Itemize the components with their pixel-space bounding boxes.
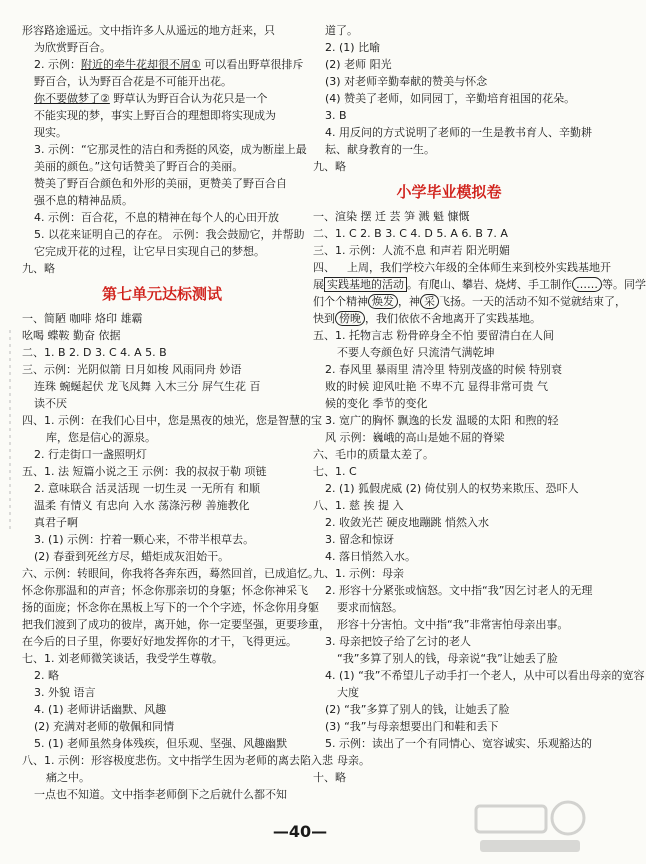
answer-line: 2. 略 xyxy=(34,669,59,682)
answer-line: 母亲。 xyxy=(337,754,370,767)
answer-line: 二、1. C 2. B 3. C 4. D 5. A 6. B 7. A xyxy=(313,227,508,240)
answer-line: 痛之中。 xyxy=(46,771,90,784)
answer-line: 风 示例：巍峨的高山是她不屈的脊梁 xyxy=(325,431,505,444)
answer-line: (2) 充满对老师的敬佩和同情 xyxy=(34,720,175,733)
answer-line: 十、略 xyxy=(313,771,346,784)
answer-line: 不能实现的梦，事实上野百合的理想即将实现成为 xyxy=(34,109,276,122)
answer-line: 败的时候 迎风吐艳 不卑不亢 显得非常可贵 气 xyxy=(325,380,548,393)
answer-line: 现实。 xyxy=(34,126,67,139)
answer-line: 一、简陋 咖啡 烙印 雄霸 xyxy=(22,312,143,325)
answer-line: 你不要做梦了② 野草认为野百合认为花只是一个 xyxy=(34,92,268,105)
answer-line: 三、示例：光阴似箭 日月如梭 风雨同舟 妙语 xyxy=(22,363,242,376)
answer-line: (2) 老师 阳光 xyxy=(325,58,392,71)
answer-line: 赞美了野百合颜色和外形的美丽，更赞美了野百合自 xyxy=(34,177,287,190)
watermark-logo xyxy=(470,798,590,856)
answer-line: 候的变化 季节的变化 xyxy=(325,397,428,410)
answer-line: 3. 示例：“它那灵性的洁白和秀挺的风姿，成为断崖上最 xyxy=(34,143,307,156)
answer-line: 野百合，认为野百合花是不可能开出花。 xyxy=(34,75,232,88)
answer-line: 九、略 xyxy=(22,262,55,275)
answer-line: 快到 傍晚 ，我们依依不舍地离开了实践基地。 xyxy=(313,312,541,325)
answer-line: 3. 外貌 语言 xyxy=(34,686,96,699)
answer-line: 库，您是信心的源泉。 xyxy=(46,431,156,444)
answer-line: 五、1. 托物言志 粉骨碎身全不怕 要留清白在人间 xyxy=(313,329,554,342)
answer-line: 2. (1) 狐假虎威 (2) 倚仗别人的权势来欺压、恐吓人 xyxy=(325,482,579,495)
answer-line: (4) 赞美了老师，如同园丁，辛勤培育祖国的花朵。 xyxy=(325,92,576,105)
answer-line: 温柔 有情义 有忠向 入水 荡涤污秽 善施教化 xyxy=(34,499,250,512)
answer-line: 四、 上周，我们学校六年级的全体师生来到校外实践基地开 xyxy=(313,261,611,274)
answer-line: 2. 收敛光芒 硬皮地蹦跳 悄然入水 xyxy=(325,516,489,529)
answer-line: “我”多算了别人的钱，母亲说“我”让她丢了脸 xyxy=(337,652,558,665)
answer-line: 2. (1) 比喻 xyxy=(325,41,381,54)
answer-line: (3) “我”与母亲想要出门和鞋和丢下 xyxy=(325,720,499,733)
answer-line: 形容路途遥远。文中指许多人从遥远的地方赶来，只 xyxy=(22,24,275,37)
answer-line: 六、毛巾的质量太差了。 xyxy=(313,448,434,461)
answer-line: 大度 xyxy=(337,686,359,699)
answer-line: 5. (1) 老师虽然身体残疾，但乐观、坚强、风趣幽默 xyxy=(34,737,288,750)
answer-line: 3. 宽广的胸怀 飘逸的长发 温暖的太阳 和煦的轻 xyxy=(325,414,559,427)
answer-line: 4. (1) 老师讲话幽默、风趣 xyxy=(34,703,167,716)
answer-line: 真君子啊 xyxy=(34,516,78,529)
answer-line: 2. 形容十分紧张或恼怒。文中指“我”因乞讨老人的无理 xyxy=(325,584,593,597)
answer-line: 七、1. 刘老师微笑谈话，我受学生尊敬。 xyxy=(22,652,223,665)
answer-line: 连珠 蜿蜒起伏 龙飞凤舞 入木三分 屏气生花 百 xyxy=(34,380,261,393)
answer-line: 把我们渡到了成功的彼岸，离开她，你一定要坚强，更要珍重， xyxy=(22,618,330,631)
answer-line: 九、1. 示例：母亲 xyxy=(313,567,404,580)
answer-line: 九、略 xyxy=(313,160,346,173)
answer-line: 美丽的颜色。”这句话赞美了野百合的美丽。 xyxy=(34,160,244,173)
answer-line: 2. 意味联合 活灵活现 一切生灵 一无所有 和顺 xyxy=(34,482,260,495)
answer-line: 3. (1) 示例：拧着一颗心来，不带半根草去。 xyxy=(34,533,255,546)
answer-line: (2) “我”多算了别人的钱，让她丢了脸 xyxy=(325,703,510,716)
answer-line: 读不厌 xyxy=(34,397,67,410)
answer-line: 吆喝 蝶鞍 勤奋 依据 xyxy=(22,329,121,342)
answer-line: 5. 以花来证明自己的存在。 示例：我会鼓励它，并帮助 xyxy=(34,228,305,241)
answer-line: 要求而恼怒。 xyxy=(337,601,403,614)
answer-line: 耘、献身教育的一生。 xyxy=(325,143,435,156)
answer-line: 4. 落日悄然入水。 xyxy=(325,550,416,563)
answer-line: 2. 行走街口一盏照明灯 xyxy=(34,448,147,461)
answer-line: 八、1. 示例：形容极度悲伤。文中指学生因为老师的离去陷入悲 xyxy=(22,754,333,767)
answer-line: 四、1. 示例：在我们心目中，您是黑夜的烛光，您是智慧的宝 xyxy=(22,414,322,427)
answer-line: 强不息的精神品质。 xyxy=(34,194,133,207)
answer-line: 三、1. 示例：人流不息 和声若 阳光明媚 xyxy=(313,244,510,257)
answer-line: 扬的面庞；怀念你在黑板上写下的一个个字迹，怀念你用身躯 xyxy=(22,601,319,614)
answer-line: 二、1. B 2. D 3. C 4. A 5. B xyxy=(22,346,167,359)
answer-line: 一、渲染 摆 迁 芸 笋 溅 魁 慷慨 xyxy=(313,210,470,223)
answer-line: 4. (1) “我”不希望儿子动手打一个老人，从中可以看出母亲的宽容 xyxy=(325,669,645,682)
answer-line: 们个个精神 焕发 ，神 采 飞扬。一天的活动不知不觉就结束了， xyxy=(313,295,626,308)
page-number: —40— xyxy=(272,822,328,841)
answer-line: 3. B xyxy=(325,109,347,122)
answer-line: 八、1. 慈 挨 提 入 xyxy=(313,499,404,512)
answer-line: 五、1. 法 短篇小说之王 示例：我的叔叔于勒 项链 xyxy=(22,465,267,478)
margin-guide xyxy=(8,330,12,530)
answer-line: 2. 示例：附近的牵牛花却很不屑① 可以看出野草很排斥 xyxy=(34,58,304,71)
answer-line: 4. 示例：百合花，不息的精神在每个人的心田开放 xyxy=(34,211,279,224)
answer-line: 怀念你那温和的声音；怀念你那亲切的身躯；怀念你神采飞 xyxy=(22,584,308,597)
answer-line: 3. 留念和惊讶 xyxy=(325,533,394,546)
answer-line: 3. 母亲把饺子给了乞讨的老人 xyxy=(325,635,471,648)
answer-line: 5. 示例：读出了一个有同情心、宽容诚实、乐观豁达的 xyxy=(325,737,592,750)
answer-line: (2) 春蚕到死丝方尽，蜡炬成灰泪始干。 xyxy=(34,550,230,563)
answer-line: 为欣赏野百合。 xyxy=(34,41,111,54)
answer-line: (3) 对老师辛勤奉献的赞美与怀念 xyxy=(325,75,488,88)
answer-line: 不要人夸颜色好 只流清气满乾坤 xyxy=(337,346,495,359)
answer-line: 形容十分害怕。文中指“我”非常害怕母亲出事。 xyxy=(337,618,569,631)
answer-line: 在今后的日子里，你要好好地发挥你的才干，飞得更远。 xyxy=(22,635,297,648)
section-title: 小学毕业模拟卷 xyxy=(396,183,502,201)
answer-line: 七、1. C xyxy=(313,465,357,478)
answer-line: 4. 用反问的方式说明了老师的一生是教书育人、辛勤耕 xyxy=(325,126,592,139)
answer-line: 道了。 xyxy=(325,24,358,37)
section-title: 第七单元达标测试 xyxy=(101,285,222,303)
right-column xyxy=(313,22,646,786)
answer-line: 展 实践基地的活动 。有爬山、攀岩、烧烤、手工制作 …… 等。同学 xyxy=(313,278,646,291)
answer-line: 它完成开花的过程，让它早日实现自己的梦想。 xyxy=(34,245,265,258)
answer-line: 2. 春风里 暴雨里 清冷里 特别茂盛的时候 特别衰 xyxy=(325,363,562,376)
answer-line: 六、示例：转眼间，你我将各奔东西，蓦然回首，已成追忆。 xyxy=(22,567,319,580)
answer-line: 一点也不知道。文中指李老师倒下之后就什么都不知 xyxy=(34,788,287,801)
